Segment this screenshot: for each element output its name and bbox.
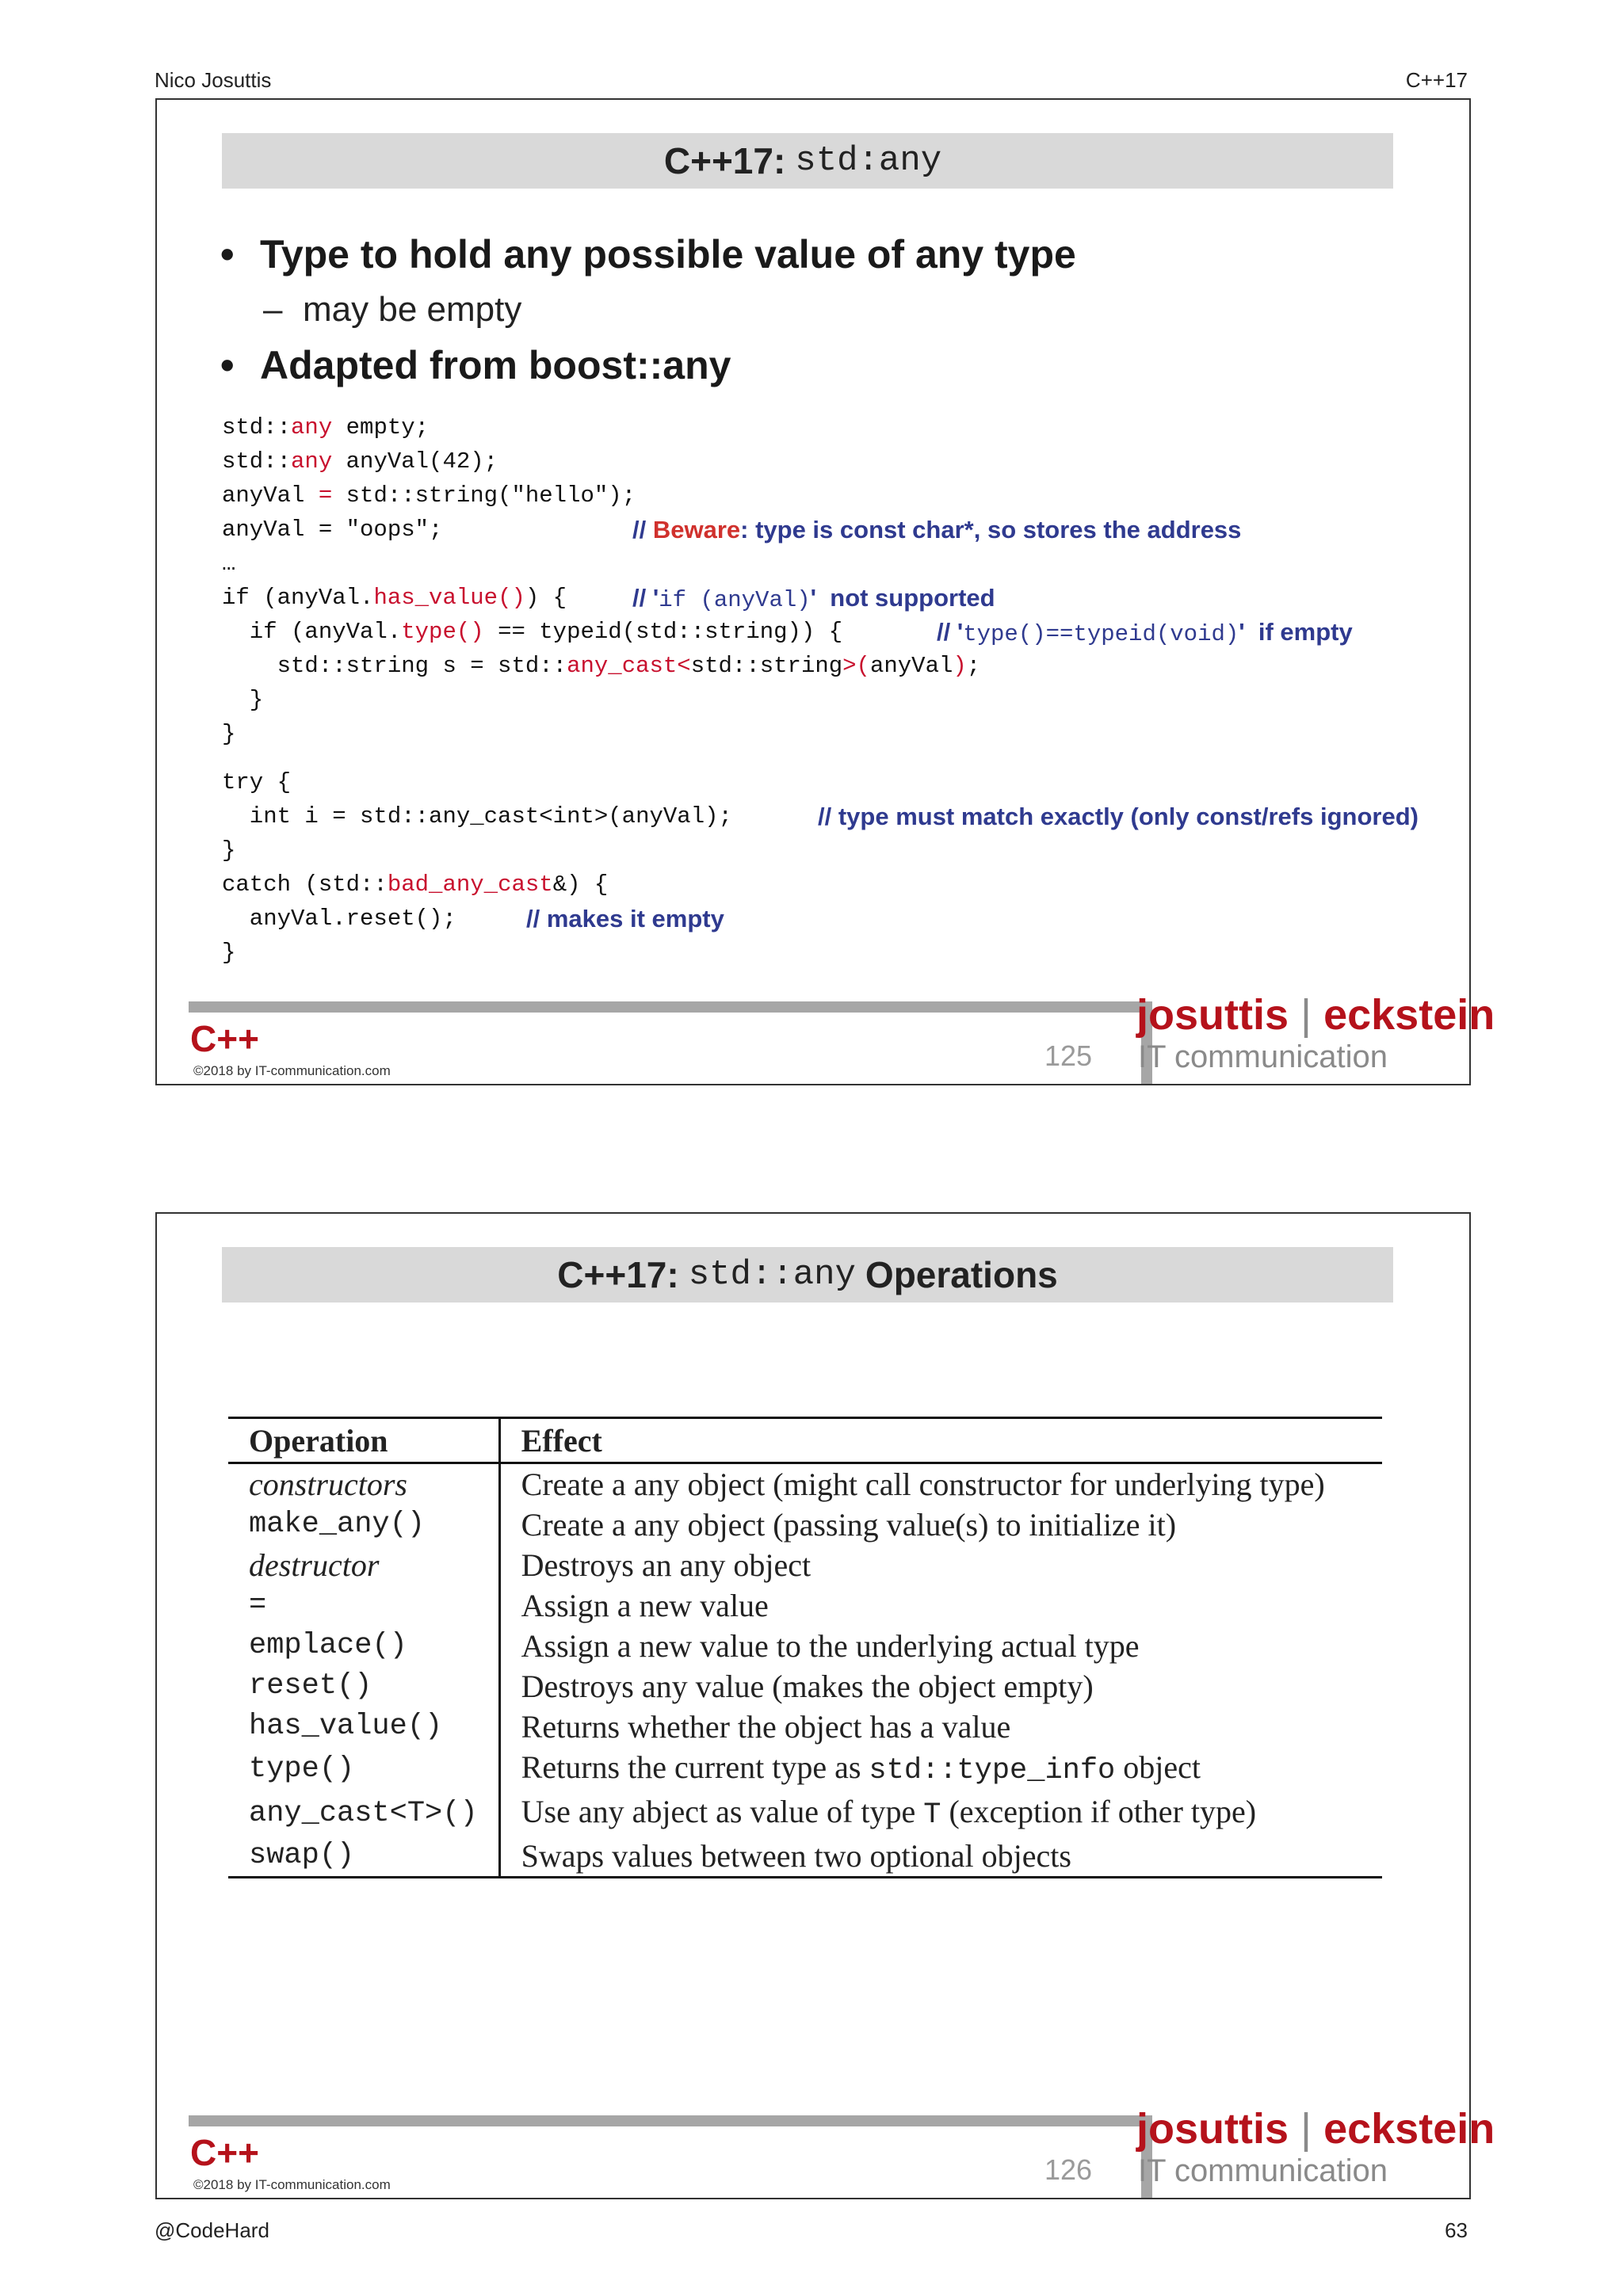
- slide-number: 125: [1044, 1039, 1093, 1072]
- code-text: …: [222, 551, 236, 577]
- comment-text: ' if empty: [1239, 618, 1353, 646]
- slide-title-code: std:any: [795, 141, 942, 181]
- code-text: anyVal: [869, 653, 953, 679]
- operation-cell: swap(): [228, 1836, 499, 1878]
- operations-table: [228, 1417, 1382, 1878]
- effect-text: (exception if other type): [941, 1794, 1257, 1829]
- code-keyword: any: [291, 448, 333, 475]
- table-row: [228, 1666, 1382, 1707]
- effect-text: Use any abject as value of type: [521, 1794, 924, 1829]
- code-keyword: bad_any_cast: [387, 871, 553, 898]
- table-row: [228, 1791, 1382, 1836]
- code-keyword: =: [318, 482, 333, 509]
- cpp-logo: C++: [190, 1018, 259, 1059]
- operation-cell: =: [228, 1585, 499, 1626]
- code-text: std::: [222, 448, 292, 475]
- effect-cell: Assign a new value to the underlying actual type: [521, 1628, 1140, 1664]
- operation-cell: constructors: [228, 1463, 499, 1505]
- bullet-list: [220, 227, 1076, 393]
- slide-title: [222, 1247, 1393, 1302]
- logo-word: eckstein: [1323, 2105, 1495, 2153]
- code-line: int i = std::any_cast<int>(anyVal);: [222, 803, 732, 830]
- effect-text: object: [1115, 1749, 1201, 1785]
- company-tagline: IT communication: [1138, 2153, 1388, 2188]
- comment-text: //: [632, 516, 653, 543]
- code-text: std::string("hello");: [332, 482, 636, 509]
- slide-title-prefix: C++17:: [557, 1254, 679, 1295]
- slide-title-suffix: Operations: [865, 1254, 1058, 1295]
- logo-word: eckstein: [1323, 991, 1495, 1039]
- logo-separator: |: [1300, 2105, 1312, 2153]
- bullet-item: • Type to hold any possible value of any type: [220, 227, 1076, 282]
- page-number: 63: [1445, 2218, 1468, 2242]
- column-header: Effect: [521, 1422, 602, 1459]
- code-keyword: ): [953, 653, 967, 679]
- code-line: [222, 616, 842, 648]
- operation-cell: has_value(): [228, 1707, 499, 1747]
- code-line: }: [222, 940, 236, 966]
- table-row: [228, 1836, 1382, 1878]
- effect-cell: Returns whether the object has a value: [521, 1709, 1011, 1745]
- code-line: [222, 869, 608, 901]
- company-tagline: IT communication: [1138, 1039, 1388, 1074]
- bullet-item: • Adapted from boost::any: [220, 338, 1076, 393]
- code-line: [222, 446, 498, 478]
- page-footer-handle: @CodeHard: [155, 2218, 269, 2242]
- code-line: [222, 412, 429, 444]
- code-line: }: [222, 721, 236, 747]
- operation-cell: destructor: [228, 1545, 499, 1585]
- slide-title-code: std::any: [688, 1255, 856, 1295]
- logo-separator: |: [1300, 991, 1312, 1039]
- effect-cell: Assign a new value: [521, 1588, 769, 1623]
- page-header-topic: C++17: [1405, 68, 1468, 92]
- code-text: std::string: [690, 653, 843, 679]
- code-text: == typeid(std::string)) {: [483, 619, 843, 645]
- table-row: [228, 1585, 1382, 1626]
- code-comment: // makes it empty: [526, 905, 724, 933]
- operation-cell: emplace(): [228, 1626, 499, 1666]
- code-comment: [632, 514, 1241, 546]
- code-comment: [937, 616, 1353, 648]
- code-text: ;: [966, 653, 981, 679]
- code-text: anyVal(42);: [332, 448, 498, 475]
- code-text: anyVal: [222, 482, 319, 509]
- effect-text: Returns the current type as: [521, 1749, 869, 1785]
- effect-cell: Destroys any value (makes the object empty): [521, 1669, 1094, 1704]
- code-keyword: any: [291, 414, 333, 441]
- slide-number: 126: [1044, 2153, 1093, 2186]
- code-line: }: [222, 687, 264, 713]
- code-text: if (anyVal.: [222, 585, 374, 611]
- code-keyword: >(: [842, 653, 870, 679]
- table-row: [228, 1545, 1382, 1585]
- code-line: [222, 650, 980, 682]
- cpp-logo: C++: [190, 2132, 259, 2173]
- code-text: ) {: [525, 585, 567, 611]
- code-text: empty;: [332, 414, 430, 441]
- column-header: Operation: [228, 1418, 499, 1463]
- slide-title-prefix: C++17:: [663, 140, 786, 181]
- code-line: }: [222, 837, 236, 864]
- code-text: if (anyVal.: [222, 619, 402, 645]
- effect-code: T: [923, 1798, 941, 1832]
- code-keyword: any_cast<: [567, 653, 691, 679]
- effect-code: std::type_info: [869, 1754, 1116, 1787]
- table-row: [228, 1505, 1382, 1545]
- table-header-row: [228, 1418, 1382, 1463]
- table-row: [228, 1747, 1382, 1791]
- slide-125: [155, 98, 1495, 1085]
- code-line: [222, 514, 442, 546]
- logo-word: josuttis: [1136, 2105, 1289, 2153]
- operation-cell: make_any(): [228, 1505, 499, 1545]
- comment-code: if (anyVal): [659, 587, 811, 613]
- code-line: try {: [222, 769, 292, 795]
- code-line: [222, 548, 235, 580]
- code-keyword: has_value(): [373, 585, 525, 611]
- code-text: catch (std::: [222, 871, 388, 898]
- copyright: ©2018 by IT-communication.com: [193, 2177, 391, 2192]
- operation-cell: type(): [228, 1747, 499, 1791]
- copyright: ©2018 by IT-communication.com: [193, 1063, 391, 1078]
- table-row: [228, 1463, 1382, 1505]
- code-keyword: type(): [401, 619, 484, 645]
- slide-126: [155, 1212, 1495, 2199]
- comment-text: : type is const char*, so stores the address: [740, 516, 1242, 543]
- footer-rule: [189, 1001, 1152, 1013]
- company-logo: [1136, 990, 1495, 1039]
- company-logo: [1136, 2104, 1495, 2153]
- code-line: anyVal.reset();: [222, 906, 456, 932]
- code-comment: [632, 582, 995, 614]
- code-text: anyVal = "oops";: [222, 517, 443, 543]
- operation-cell: reset(): [228, 1666, 499, 1707]
- sub-bullet-item: – may be empty: [220, 282, 1076, 338]
- comment-warning: Beware: [652, 516, 741, 543]
- footer-rule: [189, 2115, 1152, 2126]
- code-line: [222, 582, 567, 614]
- effect-cell: Create a any object (might call constructor for underlying type): [521, 1466, 1325, 1502]
- effect-cell: [499, 1791, 1382, 1836]
- operation-cell: any_cast<T>(): [228, 1791, 499, 1836]
- effect-cell: Create a any object (passing value(s) to initialize it): [521, 1507, 1177, 1543]
- comment-code: type()==typeid(void): [963, 621, 1239, 647]
- code-comment: // type must match exactly (only const/refs ignored): [818, 803, 1419, 830]
- code-text: &) {: [552, 871, 609, 898]
- effect-cell: Swaps values between two optional objects: [521, 1838, 1071, 1874]
- code-text: std::string s = std::: [222, 653, 567, 679]
- comment-text: // ': [632, 584, 659, 612]
- logo-word: josuttis: [1136, 991, 1289, 1039]
- page-header-author: Nico Josuttis: [155, 68, 272, 92]
- comment-text: ' not supported: [810, 584, 995, 612]
- code-line: [222, 480, 636, 512]
- comment-text: // ': [937, 618, 964, 646]
- effect-cell: [499, 1747, 1382, 1791]
- slide-title: [222, 133, 1393, 189]
- code-text: std::: [222, 414, 292, 441]
- effect-cell: Destroys an any object: [521, 1547, 812, 1583]
- table-row: [228, 1707, 1382, 1747]
- table-row: [228, 1626, 1382, 1666]
